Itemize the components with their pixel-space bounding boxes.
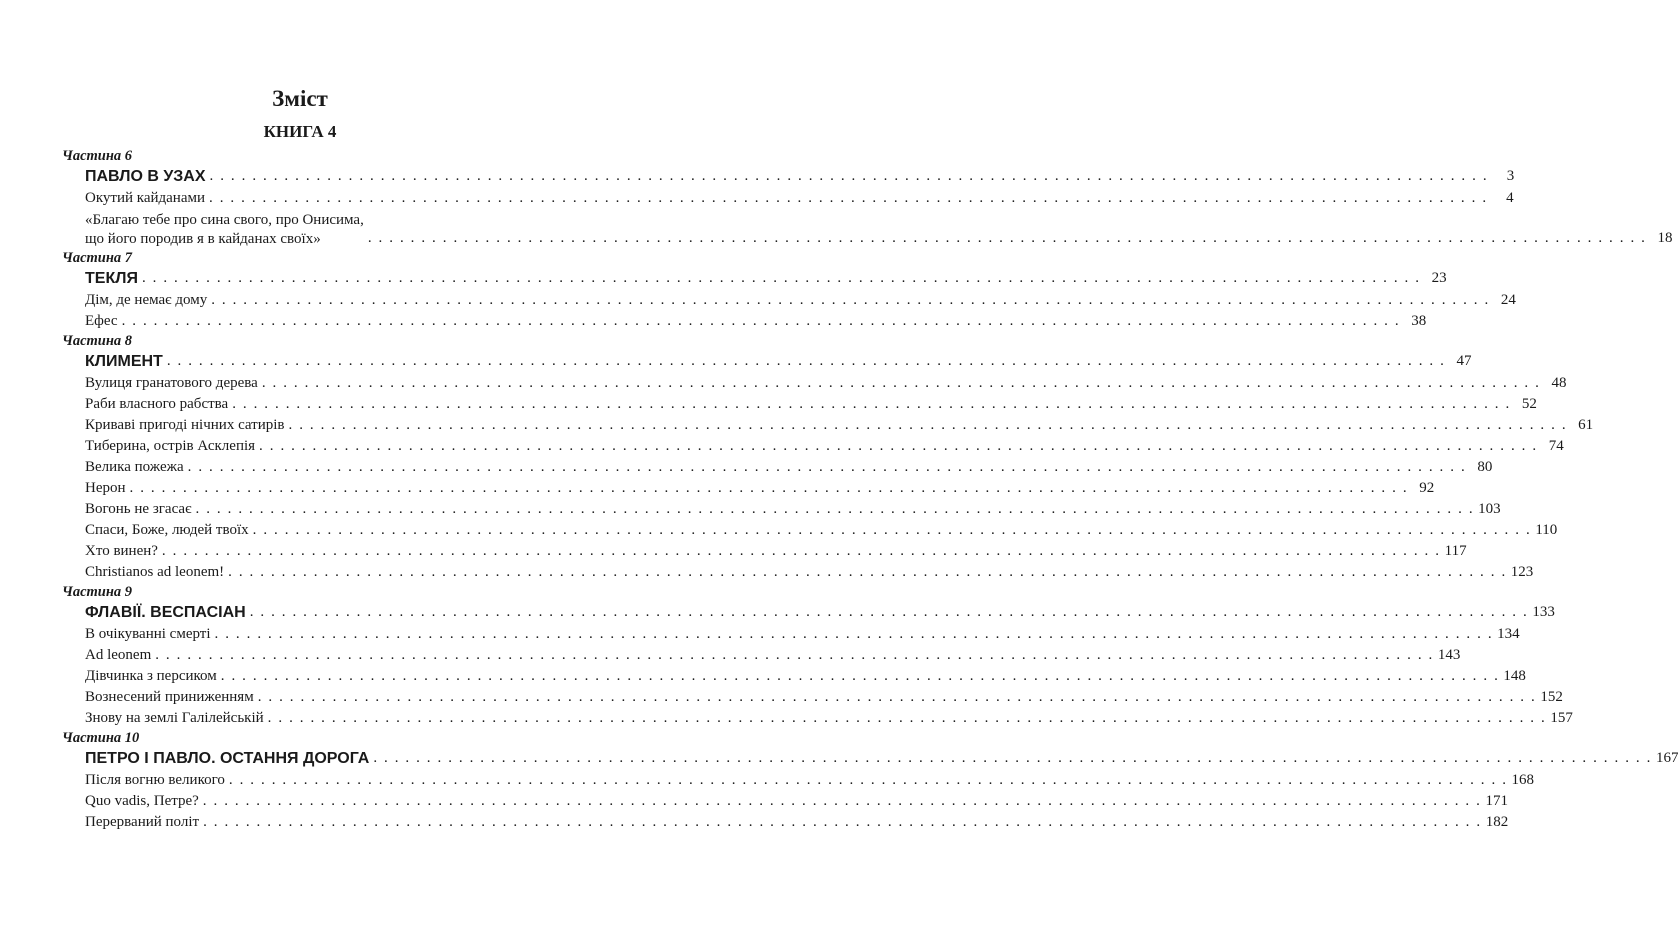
entry-title: Велика пожежа xyxy=(85,459,184,475)
entry-title: Знову на землі Галілейській xyxy=(85,710,264,726)
page-number: 52 xyxy=(1521,396,1537,412)
entry-title: Вогонь не згасає xyxy=(85,501,192,517)
dot-leader: . . . . . . . . . . . . . . . . . . . . . . . . . . . . . . . . . . . . . . . . . . . . . . . . . . . . . . . . . . . . . . . . . . . . . . . . . . . . . . . . . . . . . . . . . . . . . . . . . . . . . . . . . . . . . . . . . . . . . . . . xyxy=(373,750,1652,766)
page-number: 61 xyxy=(1578,417,1594,433)
part-label: Частина 7 xyxy=(62,250,133,266)
page-number: 168 xyxy=(1511,772,1535,788)
dot-leader: . . . . . . . . . . . . . . . . . . . . . . . . . . . . . . . . . . . . . . . . . . . . . . . . . . . . . . . . . . . . . . . . . . . . . . . . . . . . . . . . . . . . . . . . . . . . . . . . . . . . . . . . . . . . . . . . . . . . . . . . xyxy=(161,543,1441,559)
page-number: 23 xyxy=(1431,270,1447,286)
dot-leader: . . . . . . . . . . . . . . . . . . . . . . . . . . . . . . . . . . . . . . . . . . . . . . . . . . . . . . . . . . . . . . . . . . . . . . . . . . . . . . . . . . . . . . . . . . . . . . . . . . . . . . . . . . . . . . . . . . . . . . . . xyxy=(259,438,1538,454)
entry-title: Окутий кайданами xyxy=(85,190,206,206)
toc-chapter-entry[interactable] xyxy=(85,350,1472,373)
entry-title: Нерон xyxy=(85,480,126,496)
page-number: 171 xyxy=(1485,793,1508,809)
entry-title: Вознесений приниженням xyxy=(85,689,254,705)
toc-entry[interactable] xyxy=(85,562,1534,583)
page-number: 110 xyxy=(1535,522,1558,538)
toc-entry[interactable] xyxy=(85,290,1516,311)
page-number: 80 xyxy=(1477,459,1493,475)
toc-chapter-entry[interactable] xyxy=(85,165,1515,188)
entry-title: ФЛАВІЇ. ВЕСПАСІАН xyxy=(85,604,246,621)
entry-title: Хто винен? xyxy=(85,543,158,559)
toc-entry[interactable] xyxy=(85,311,1427,332)
entry-title: ТЕКЛЯ xyxy=(85,270,138,287)
entry-title: ПАВЛО В УЗАХ xyxy=(85,168,206,185)
toc-entry[interactable] xyxy=(85,812,1509,833)
dot-leader: . . . . . . . . . . . . . . . . . . . . . . . . . . . . . . . . . . . . . . . . . . . . . . . . . . . . . . . . . . . . . . . . . . . . . . . . . . . . . . . . . . . . . . . . . . . . . . . . . . . . . . . . . . . . . . . . . . . . . . . . xyxy=(220,668,1500,684)
entry-title: Дім, де немає дому xyxy=(85,292,208,308)
entry-title: Ad leonem xyxy=(85,647,152,663)
dot-leader: . . . . . . . . . . . . . . . . . . . . . . . . . . . . . . . . . . . . . . . . . . . . . . . . . . . . . . . . . . . . . . . . . . . . . . . . . . . . . . . . . . . . . . . . . . . . . . . . . . . . . . . . . . . . . . . . . . . . . . . . xyxy=(209,190,1488,206)
toc-entry[interactable] xyxy=(85,499,1501,520)
dot-leader: . . . . . . . . . . . . . . . . . . . . . . . . . . . . . . . . . . . . . . . . . . . . . . . . . . . . . . . . . . . . . . . . . . . . . . . . . . . . . . . . . . . . . . . . . . . . . . . . . . . . . . . . . . . . . . . . . . . . . . . . xyxy=(129,480,1409,496)
page-number: 157 xyxy=(1550,710,1573,726)
dot-leader: . . . . . . . . . . . . . . . . . . . . . . . . . . . . . . . . . . . . . . . . . . . . . . . . . . . . . . . . . . . . . . . . . . . . . . . . . . . . . . . . . . . . . . . . . . . . . . . . . . . . . . . . . . . . . . . . . . . . . . . . xyxy=(187,459,1467,475)
entry-title: Перерваний політ xyxy=(85,814,200,830)
page-number: 48 xyxy=(1551,375,1567,391)
dot-leader: . . . . . . . . . . . . . . . . . . . . . . . . . . . . . . . . . . . . . . . . . . . . . . . . . . . . . . . . . . . . . . . . . . . . . . . . . . . . . . . . . . . . . . . . . . . . . . . . . . . . . . . . . . . . . . . . . . . . . . . . xyxy=(249,604,1529,620)
toc-entry[interactable] xyxy=(85,645,1461,666)
entry-title: Після вогню великого xyxy=(85,772,225,788)
entry-title: Спаси, Боже, людей твоїх xyxy=(85,522,249,538)
toc-entry[interactable] xyxy=(85,415,1594,436)
page-number: 143 xyxy=(1437,647,1461,663)
dot-leader: . . . . . . . . . . . . . . . . . . . . . . . . . . . . . . . . . . . . . . . . . . . . . . . . . . . . . . . . . . . . . . . . . . . . . . . . . . . . . . . . . . . . . . . . . . . . . . . . . . . . . . . . . . . . . . . . . . . . . . . . xyxy=(214,626,1494,642)
dot-leader: . . . . . . . . . . . . . . . . . . . . . . . . . . . . . . . . . . . . . . . . . . . . . . . . . . . . . . . . . . . . . . . . . . . . . . . . . . . . . . . . . . . . . . . . . . . . . . . . . . . . . . . . . . . . . . . . . . . . . . . . xyxy=(252,522,1532,538)
entry-title: Раби власного рабства xyxy=(85,396,229,412)
toc-entry[interactable] xyxy=(85,373,1567,394)
dot-leader: . . . . . . . . . . . . . . . . . . . . . . . . . . . . . . . . . . . . . . . . . . . . . . . . . . . . . . . . . . . . . . . . . . . . . . . . . . . . . . . . . . . . . . . . . . . . . . . . . . . . . . . . . . . . . . . . . . . . . . . . xyxy=(288,417,1568,433)
entry-title: Ефес xyxy=(85,313,118,329)
book-heading: КНИГА 4 xyxy=(263,122,337,141)
dot-leader: . . . . . . . . . . . . . . . . . . . . . . . . . . . . . . . . . . . . . . . . . . . . . . . . . . . . . . . . . . . . . . . . . . . . . . . . . . . . . . . . . . . . . . . . . . . . . . . . . . . . . . . . . . . . . . . . . . . . . . . . xyxy=(267,710,1547,726)
page-number: 182 xyxy=(1485,814,1509,830)
entry-title: Quo vadis, Петре? xyxy=(85,793,199,809)
dot-leader: . . . . . . . . . . . . . . . . . . . . . . . . . . . . . . . . . . . . . . . . . . . . . . . . . . . . . . . . . . . . . . . . . . . . . . . . . . . . . . . . . . . . . . . . . . . . . . . . . . . . . . . . . . . . . . . . . . . . . . . . xyxy=(228,564,1507,580)
page-number: 152 xyxy=(1540,689,1563,705)
toc-entry[interactable] xyxy=(85,687,1563,708)
dot-leader: . . . . . . . . . . . . . . . . . . . . . . . . . . . . . . . . . . . . . . . . . . . . . . . . . . . . . . . . . . . . . . . . . . . . . . . . . . . . . . . . . . . . . . . . . . . . . . . . . . . . . . . . . . . . . . . . . . . . . . . . xyxy=(209,168,1489,184)
dot-leader: . . . . . . . . . . . . . . . . . . . . . . . . . . . . . . . . . . . . . . . . . . . . . . . . . . . . . . . . . . . . . . . . . . . . . . . . . . . . . . . . . . . . . . . . . . . . . . . . . . . . . . . . . . . . . . . . . . . . . . . . xyxy=(261,375,1541,391)
page-number: 117 xyxy=(1444,543,1467,559)
dot-leader: . . . . . . . . . . . . . . . . . . . . . . . . . . . . . . . . . . . . . . . . . . . . . . . . . . . . . . . . . . . . . . . . . . . . . . . . . . . . . . . . . . . . . . . . . . . . . . . . . . . . . . . . . . . . . . . . . . . . . . . . xyxy=(228,772,1508,788)
toc-entry[interactable] xyxy=(85,436,1564,457)
dot-leader: . . . . . . . . . . . . . . . . . . . . . . . . . . . . . . . . . . . . . . . . . . . . . . . . . . . . . . . . . . . . . . . . . . . . . . . . . . . . . . . . . . . . . . . . . . . . . . . . . . . . . . . . . . . . . . . . . . . . . . . . xyxy=(195,501,1475,517)
toc-entry[interactable] xyxy=(85,188,1514,209)
entry-title: Christianos ad leonem! xyxy=(85,564,225,580)
entry-title: ПЕТРО І ПАВЛО. ОСТАННЯ ДОРОГА xyxy=(85,750,370,767)
toc-entry[interactable] xyxy=(85,541,1467,562)
toc-entry[interactable] xyxy=(85,624,1520,645)
dot-leader: . . . . . . . . . . . . . . . . . . . . . . . . . . . . . . . . . . . . . . . . . . . . . . . . . . . . . . . . . . . . . . . . . . . . . . . . . . . . . . . . . . . . . . . . . . . . . . . . . . . . . . . . . . . . . . . . . . . . . . . . xyxy=(155,647,1434,663)
part-label: Частина 10 xyxy=(62,730,140,746)
toc-entry[interactable] xyxy=(85,770,1535,791)
toc-entry[interactable] xyxy=(85,457,1493,478)
page-number: 18 xyxy=(1657,230,1673,246)
page-title: Зміст xyxy=(272,86,328,111)
toc-entry[interactable] xyxy=(85,791,1508,812)
page-number: 103 xyxy=(1478,501,1501,517)
dot-leader: . . . . . . . . . . . . . . . . . . . . . . . . . . . . . . . . . . . . . . . . . . . . . . . . . . . . . . . . . . . . . . . . . . . . . . . . . . . . . . . . . . . . . . . . . . . . . . . . . . . . . . . . . . . . . . . . . . . . . . . . xyxy=(211,292,1490,308)
page-number: 148 xyxy=(1503,668,1526,684)
dot-leader: . . . . . . . . . . . . . . . . . . . . . . . . . . . . . . . . . . . . . . . . . . . . . . . . . . . . . . . . . . . . . . . . . . . . . . . . . . . . . . . . . . . . . . . . . . . . . . . . . . . . . . . . . . . . . . . . . . . . . . . . xyxy=(121,313,1401,329)
part-label: Частина 9 xyxy=(62,584,133,600)
dot-leader: . . . . . . . . . . . . . . . . . . . . . . . . . . . . . . . . . . . . . . . . . . . . . . . . . . . . . . . . . . . . . . . . . . . . . . . . . . . . . . . . . . . . . . . . . . . . . . . . . . . . . . . . . . . . . . . . . . . . . . . . xyxy=(257,689,1537,705)
page-number: 47 xyxy=(1456,353,1472,369)
toc-entry[interactable] xyxy=(85,394,1537,415)
page-number: 4 xyxy=(1506,190,1514,206)
entry-title: Дівчинка з персиком xyxy=(85,668,217,684)
toc-chapter-entry[interactable] xyxy=(85,747,1678,770)
toc-entry[interactable] xyxy=(85,478,1435,499)
entry-title: Вулиця гранатового дерева xyxy=(85,375,258,391)
part-label: Частина 6 xyxy=(62,148,133,164)
toc-chapter-entry[interactable] xyxy=(85,601,1555,624)
page-number: 38 xyxy=(1411,313,1427,329)
entry-title: Криваві пригоді нічних сатирів xyxy=(85,417,285,433)
entry-title: КЛИМЕНТ xyxy=(85,353,163,370)
table-of-contents xyxy=(62,147,1678,833)
entry-title: В очікуванні смерті xyxy=(85,626,211,642)
page-number: 74 xyxy=(1548,438,1564,454)
part-label: Частина 8 xyxy=(62,333,133,349)
dot-leader: . . . . . . . . . . . . . . . . . . . . . . . . . . . . . . . . . . . . . . . . . . . . . . . . . . . . . . . . . . . . . . . . . . . . . . . . . . . . . . . . . . . . . . . . . . . . . . . . . . . . . . . . . . . . . . . . . . . . . . . . xyxy=(141,270,1421,286)
toc-chapter-entry[interactable] xyxy=(85,267,1447,290)
page-number: 133 xyxy=(1532,604,1555,620)
toc-entry[interactable] xyxy=(85,209,1673,249)
toc-entry[interactable] xyxy=(85,520,1558,541)
dot-leader: . . . . . . . . . . . . . . . . . . . . . . . . . . . . . . . . . . . . . . . . . . . . . . . . . . . . . . . . . . . . . . . . . . . . . . . . . . . . . . . . . . . . . . . . . . . . . . . . . . . . . . . . . . . . . . . . . . . . . . . . xyxy=(166,353,1446,369)
page-number: 3 xyxy=(1506,168,1515,184)
page-number: 123 xyxy=(1510,564,1534,580)
dot-leader: . . . . . . . . . . . . . . . . . . . . . . . . . . . . . . . . . . . . . . . . . . . . . . . . . . . . . . . . . . . . . . . . . . . . . . . . . . . . . . . . . . . . . . . . . . . . . . . . . . . . . . . . . . . . . . . . . . . . . . . . xyxy=(203,814,1482,830)
dot-leader: . . . . . . . . . . . . . . . . . . . . . . . . . . . . . . . . . . . . . . . . . . . . . . . . . . . . . . . . . . . . . . . . . . . . . . . . . . . . . . . . . . . . . . . . . . . . . . . . . . . . . . . . . . . . . . . . . . . . . . . . xyxy=(202,793,1482,809)
toc-entry[interactable] xyxy=(85,666,1526,687)
dot-leader: . . . . . . . . . . . . . . . . . . . . . . . . . . . . . . . . . . . . . . . . . . . . . . . . . . . . . . . . . . . . . . . . . . . . . . . . . . . . . . . . . . . . . . . . . . . . . . . . . . . . . . . . . . . . . . . . . . . . . . . . xyxy=(367,230,1647,246)
entry-title: «Благаю тебе про сина свого, про Онисима, що його породив я в кайданах своїх» xyxy=(85,212,364,247)
page-number: 134 xyxy=(1497,626,1520,642)
entry-title: Тиберина, острів Асклепія xyxy=(85,438,256,454)
page-number: 92 xyxy=(1419,480,1435,496)
toc-entry[interactable] xyxy=(85,708,1573,729)
page-number: 24 xyxy=(1500,292,1516,308)
dot-leader: . . . . . . . . . . . . . . . . . . . . . . . . . . . . . . . . . . . . . . . . . . . . . . . . . . . . . . . . . . . . . . . . . . . . . . . . . . . . . . . . . . . . . . . . . . . . . . . . . . . . . . . . . . . . . . . . . . . . . . . . xyxy=(232,396,1511,412)
page-number: 167 xyxy=(1655,750,1678,766)
